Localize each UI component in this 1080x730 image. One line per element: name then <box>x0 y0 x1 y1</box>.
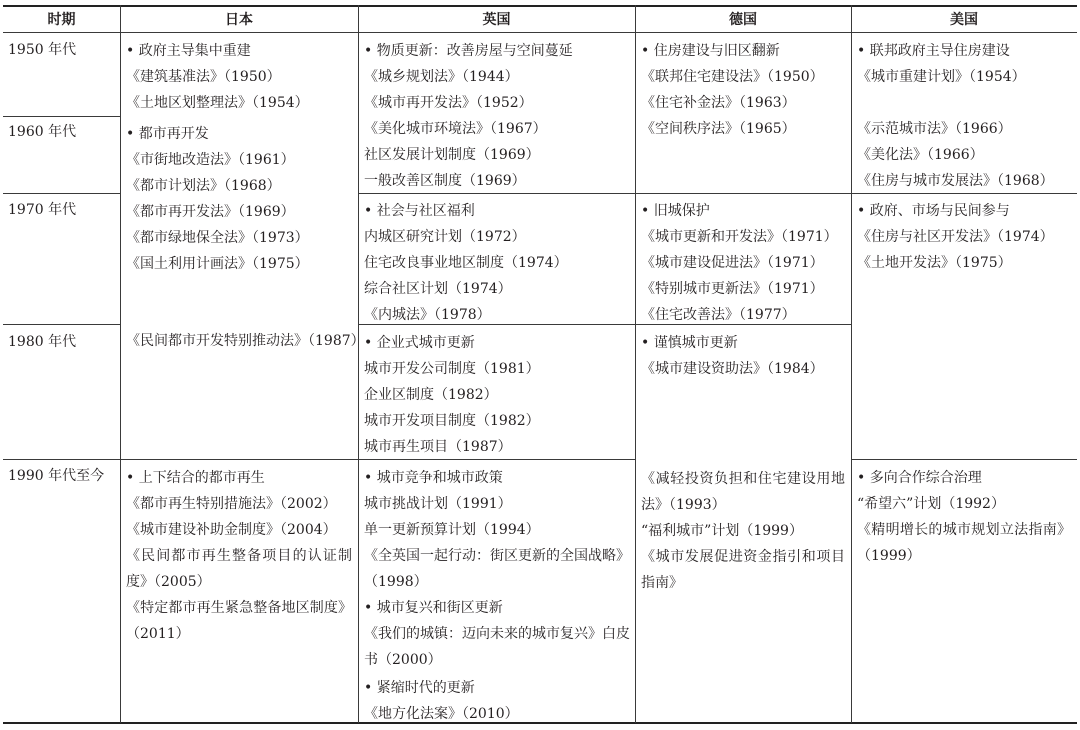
row-rule-1990-us <box>851 459 1077 460</box>
list-item: 《市街地改造法》（1961） <box>126 152 295 168</box>
list-item: 内城区研究计划（1972） <box>364 229 526 245</box>
list-item: 《减轻投资负担和住宅建设用地法》（1993） <box>641 471 845 513</box>
list-item: 《我们的城镇：迈向未来的城市复兴》白皮书（2000） <box>364 626 630 668</box>
header-usa: 美国 <box>950 12 978 28</box>
list-item: • 上下结合的都市再生 <box>126 470 265 486</box>
japan-1950s <box>126 38 354 116</box>
list-item: 企业区制度（1982） <box>364 387 498 403</box>
list-item: 《美化法》（1966） <box>857 147 984 163</box>
list-item: • 物质更新：改善房屋与空间蔓延 <box>364 43 573 59</box>
list-item: • 城市复兴和街区更新 <box>364 600 503 616</box>
list-item: • 住房建设与旧区翻新 <box>641 43 780 59</box>
list-item: 住宅改良事业地区制度（1974） <box>364 255 568 271</box>
germany-1950s-1960s <box>641 38 847 142</box>
list-item <box>126 277 354 303</box>
list-item: 《住宅改善法》（1977） <box>641 307 796 323</box>
uk-1970s <box>364 198 632 328</box>
germany-1980s <box>641 330 847 382</box>
list-item: • 紧缩时代的更新 <box>364 680 475 696</box>
list-item: 《建筑基准法》（1950） <box>126 69 281 85</box>
row-rule-1970 <box>3 193 120 194</box>
uk-1980s <box>364 330 632 460</box>
list-item: “希望六”计划（1992） <box>857 496 1005 512</box>
list-item: 《民间都市再生整备项目的认证制度》（2005） <box>126 548 352 590</box>
header-uk: 英国 <box>482 12 511 28</box>
list-item: 《精明增长的城市规划立法指南》（1999） <box>857 522 1071 564</box>
list-item: 《城市建设补助金制度》（2004） <box>126 522 337 538</box>
usa-1970s-1980s <box>857 198 1073 276</box>
list-item: 《城市发展促进资金指引和项目指南》 <box>641 549 845 591</box>
usa-1950s-1960s <box>857 38 1073 194</box>
list-item: 《特定都市再生紧急整备地区制度》（2011） <box>126 600 352 642</box>
list-item: 《都市再开发法》（1969） <box>126 204 295 220</box>
japan-1960s-1980s <box>126 121 365 355</box>
period-1980: 1980 年代 <box>8 334 77 350</box>
list-item: 《都市再生特别措施法》（2002） <box>126 496 337 512</box>
period-1950: 1950 年代 <box>8 42 77 58</box>
list-item: • 联邦政府主导住房建设 <box>857 43 1010 59</box>
period-1990: 1990 年代至今 <box>8 468 105 484</box>
japan-1990s <box>126 465 354 647</box>
list-item: 单一更新预算计划（1994） <box>364 522 540 538</box>
col-rule-4 <box>851 5 852 723</box>
table-top-rule <box>3 5 1077 7</box>
list-item: 社区发展计划制度（1969） <box>364 147 540 163</box>
uk-1950s-1960s <box>364 38 632 194</box>
row-rule-1960 <box>3 116 120 117</box>
list-item: • 旧城保护 <box>641 203 710 219</box>
list-item: 《城乡规划法》（1944） <box>364 69 519 85</box>
list-item: • 多向合作综合治理 <box>857 470 982 486</box>
list-item: 《内城法》（1978） <box>364 307 491 323</box>
header-rule <box>3 32 1077 33</box>
list-item: 《土地开发法》（1975） <box>857 255 1012 271</box>
period-1970: 1970 年代 <box>8 202 77 218</box>
list-item: • 城市竞争和城市政策 <box>364 470 503 486</box>
list-item: 《联邦住宅建设法》（1950） <box>641 69 824 85</box>
col-rule-3 <box>635 5 636 723</box>
list-item: 一般改善区制度（1969） <box>364 173 526 189</box>
list-item <box>857 90 1073 116</box>
list-item: 《土地区划整理法》（1954） <box>126 95 309 111</box>
list-item: 《全英国一起行动：街区更新的全国战略》（1998） <box>364 548 630 590</box>
list-item <box>126 303 354 329</box>
list-item: • 企业式城市更新 <box>364 335 475 351</box>
list-item: 《住房与社区开发法》（1974） <box>857 229 1054 245</box>
list-item: 《城市再开发法》（1952） <box>364 95 533 111</box>
list-item: 《城市建设资助法》（1984） <box>641 361 824 377</box>
list-item: 《城市更新和开发法》（1971） <box>641 229 838 245</box>
list-item: • 谨慎城市更新 <box>641 335 738 351</box>
header-japan: 日本 <box>225 12 253 28</box>
list-item: 《地方化法案》（2010） <box>364 706 519 722</box>
list-item: 《空间秩序法》（1965） <box>641 121 796 137</box>
germany-1970s <box>641 198 847 328</box>
header-germany: 德国 <box>729 12 757 28</box>
list-item: 《住房与城市发展法》（1968） <box>857 173 1054 189</box>
list-item: • 政府主导集中重建 <box>126 43 251 59</box>
list-item: 《城市建设促进法》（1971） <box>641 255 824 271</box>
list-item: 《民间都市开发特别推动法》（1987） <box>126 333 365 349</box>
list-item: 《都市计划法》（1968） <box>126 178 281 194</box>
list-item: 《住宅补金法》（1963） <box>641 95 796 111</box>
row-rule-1980 <box>3 324 120 325</box>
germany-1990s <box>641 466 847 596</box>
col-rule-1 <box>120 5 121 723</box>
header-period: 时期 <box>47 12 76 28</box>
list-item: “福利城市”计划（1999） <box>641 523 803 539</box>
list-item: 《特别城市更新法》（1971） <box>641 281 824 297</box>
list-item: • 政府、市场与民间参与 <box>857 203 1010 219</box>
list-item: 《都市绿地保全法》（1973） <box>126 230 309 246</box>
period-1960: 1960 年代 <box>8 124 77 140</box>
list-item: 综合社区计划（1974） <box>364 281 512 297</box>
list-item: 《国土利用计画法》（1975） <box>126 256 309 272</box>
list-item: 城市开发项目制度（1982） <box>364 413 540 429</box>
list-item: 《示范城市法》（1966） <box>857 121 1012 137</box>
list-item: 《美化城市环境法》（1967） <box>364 121 547 137</box>
list-item: • 都市再开发 <box>126 126 209 142</box>
list-item: • 社会与社区福利 <box>364 203 475 219</box>
list-item: 城市再生项目（1987） <box>364 439 512 455</box>
list-item: 城市挑战计划（1991） <box>364 496 512 512</box>
col-rule-2 <box>358 5 359 723</box>
list-item: 《城市重建计划》（1954） <box>857 69 1026 85</box>
usa-1990s <box>857 465 1073 569</box>
uk-1990s <box>364 465 632 727</box>
list-item: 城市开发公司制度（1981） <box>364 361 540 377</box>
